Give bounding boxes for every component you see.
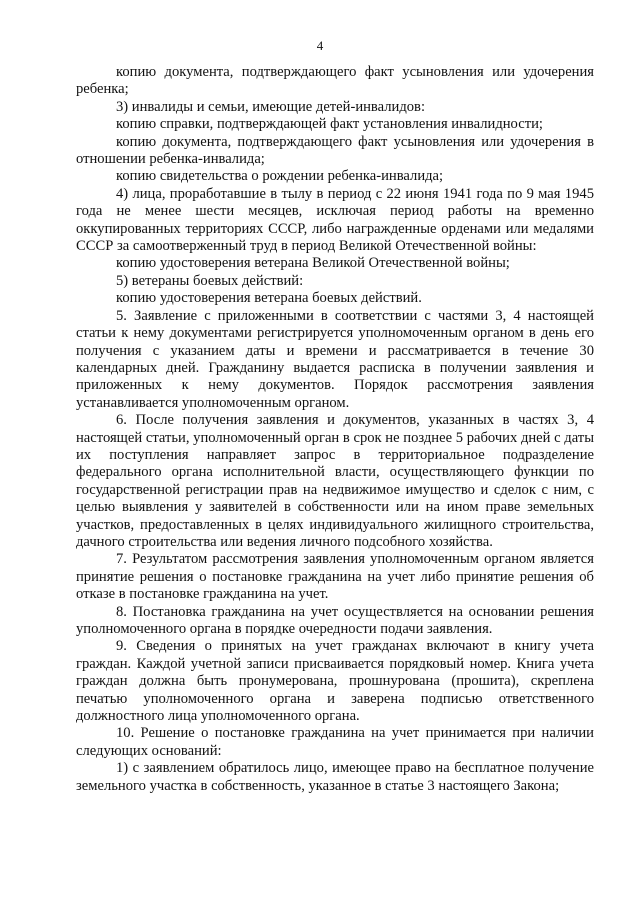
paragraph: 5. Заявление с приложенными в соответствии с частями 3, 4 настоящей статьи к нему документами регистрируется уполномоченным органом в день его получения с указанием даты и времени и рассматривается в течение 30 календарных дней. Гражданину выдается расписка в получении заявления и приложенных к нему документов. Порядок рассмотрения заявления устанавливается уполномоченным органом. bbox=[76, 307, 594, 411]
paragraph: 3) инвалиды и семьи, имеющие детей-инвалидов: bbox=[116, 98, 425, 115]
paragraph: копию документа, подтверждающего факт усыновления или удочерения ребенка; bbox=[76, 64, 594, 98]
paragraph: 1) с заявлением обратилось лицо, имеющее право на бесплатное получение земельного участка в собственность, указанное в статье 3 настоящего Закона; bbox=[76, 760, 594, 794]
paragraph: 4) лица, проработавшие в тылу в период с 22 июня 1941 года по 9 мая 1945 года не менее шести месяцев, исключая период работы на временно оккупированных территориях СССР, либо награжденные орденами или медалями СССР за самоотверженный труд в период Великой Отечественной войны: bbox=[76, 185, 594, 255]
page-number: 4 bbox=[316, 38, 324, 53]
paragraph: копию документа, подтверждающего факт усыновления или удочерения в отношении ребенка-инвалида; bbox=[76, 133, 594, 168]
paragraph: копию свидетельства о рождении ребенка-инвалида; bbox=[116, 168, 444, 185]
paragraph: копию удостоверения ветерана боевых действий. bbox=[116, 290, 422, 307]
paragraph: 9. Сведения о принятых на учет гражданах включают в книгу учета граждан. Каждой учетной записи присваивается порядковый номер. Книга учета граждан должна быть пронумерована, прошнурована (прошита), скреплена печатью уполномоченного органа и заверена подписью ответственного должностного лица уполномоченного органа. bbox=[76, 638, 594, 725]
document-body bbox=[76, 64, 594, 795]
paragraph: 6. После получения заявления и документов, указанных в частях 3, 4 настоящей статьи, уполномоченный орган в срок не позднее 5 рабочих дней с даты их поступления направляет запрос в территориальное подразделение федерального органа исполнительной власти, осуществляющего функции по государственной регистрации прав на недвижимое имущество и сделок с ним, с целью выявления у заявителей в собственности или на ином праве земельных участков, предоставленных в целях индивидуального жилищного строительства, дачного строительства или ведения личного подсобного хозяйства. bbox=[76, 412, 594, 550]
paragraph: 7. Результатом рассмотрения заявления уполномоченным органом является принятие решения о постановке гражданина на учет либо принятие решения об отказе в постановке гражданина на учет. bbox=[76, 551, 594, 603]
paragraph: 10. Решение о постановке гражданина на учет принимается при наличии следующих оснований: bbox=[76, 725, 594, 759]
paragraph: копию удостоверения ветерана Великой Отечественной войны; bbox=[116, 255, 510, 272]
paragraph: 8. Постановка гражданина на учет осуществляется на основании решения уполномоченного органа в порядке очередности подачи заявления. bbox=[76, 603, 594, 637]
paragraph: копию справки, подтверждающей факт установления инвалидности; bbox=[116, 116, 543, 133]
paragraph: 5) ветераны боевых действий: bbox=[116, 272, 304, 289]
